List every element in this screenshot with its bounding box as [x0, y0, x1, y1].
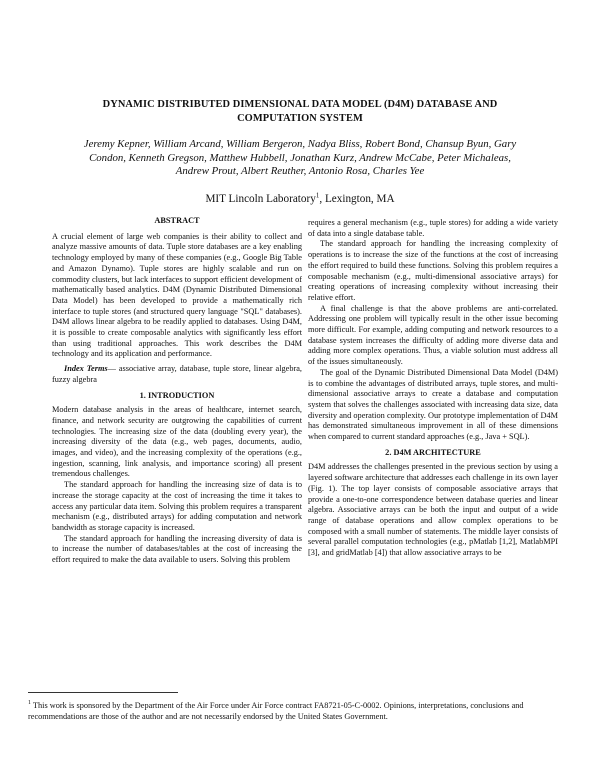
index-terms-text: — associative array, database, tuple store, linear algebra, fuzzy algebra — [52, 364, 303, 384]
abstract-text: A crucial element of large web companies is their ability to collect and analyze massive amounts of data. Tuple store databases are a key enabling technology employed by many of these companies (e.g., Google Big Table and Amazon Dynamo). Tuple stores are highly scalable and run on commodity clusters, but lack interfaces to support efficient development of mathematically based analytics. D4M (Dynamic Distributed Dimensional Data Model) has been developed to provide a mathematically rich interface to tuple stores (and structured query language "SQL" databases). D4M allows linear algebra to be readily applied to databases. Using D4M, it is possible to create composable analytics with significantly less effort than using traditional approaches. This work describes the D4M technology and its application and performance. — [52, 231, 302, 359]
authors-line: Andrew Prout, Albert Reuther, Antonio Rosa, Charles Yee — [175, 165, 425, 177]
right-column — [308, 218, 558, 559]
paper-title — [60, 98, 540, 126]
author-list — [48, 138, 552, 179]
index-terms — [52, 364, 302, 385]
section-heading-architecture: 2. D4M ARCHITECTURE — [385, 447, 481, 457]
paragraph: D4M addresses the challenges presented in the previous section by using a layered software architecture that addresses each challenge in its own layer (Fig. 1). The top layer consists of composable associative arrays that provide a one-to-one correspondence between database queries and linear algebra. Associative arrays can be both the input and output of a wide range of database operations and allow complex operations to be composed with a small number of statements. The middle layer consists of several parallel computation technologies (e.g., pMatlab [1,2], MatlabMPI [3], and gridMatlab [4]) that allow associative arrays to be — [308, 462, 558, 558]
affiliation — [100, 192, 500, 206]
footnote-text: This work is sponsored by the Department of the Air Force under Air Force contract FA8721-05-C-0002. Opinions, interpretations, conclusions and recommendations are those of the author and are not necessarily endorsed by the United States Government. — [28, 701, 524, 721]
index-terms-label: Index Terms — [64, 364, 108, 374]
left-column — [52, 216, 302, 566]
paragraph: The standard approach for handling the increasing size of data is to increase the storage capacity at the cost of increasing the time it takes to access any particular data item. Solving this problem requires a transparent mechanism (e.g., distributed arrays) for adding computation and network bandwidth as storage capacity is increased. — [52, 480, 302, 532]
footnote-rule — [28, 692, 178, 693]
affiliation-name: MIT Lincoln Laboratory — [205, 193, 316, 205]
authors-line: Jeremy Kepner, William Arcand, William Bergeron, Nadya Bliss, Robert Bond, Chansup Byun, Gary — [83, 138, 517, 150]
section-heading-introduction: 1. INTRODUCTION — [139, 390, 215, 400]
paragraph: Modern database analysis in the areas of healthcare, internet search, finance, and network security are outgrowing the capabilities of current technologies. The increasing size of the data (doubling every year), the increasing diversity of the data (e.g., web pages, documents, audio, images, and video), and the increasing complexity of the operations (e.g., ingestion, scanning, link analysis, and importance scoring) all present tremendous challenges. — [52, 405, 302, 479]
title-line: DYNAMIC DISTRIBUTED DIMENSIONAL DATA MODEL (D4M) DATABASE AND — [102, 99, 498, 110]
authors-line: Condon, Kenneth Gregson, Matthew Hubbell, Jonathan Kurz, Andrew McCabe, Peter Michaleas, — [89, 151, 511, 164]
footnote — [28, 701, 568, 722]
footnote-mark: 1 — [28, 700, 31, 707]
paragraph: A final challenge is that the above problems are anti-correlated. Addressing one problem will typically result in the other issue becoming more difficult. For example, adding computing and network resources to a database system increases the difficulty of adding more diverse data and adding more complex operations. Thus, a viable solution must address all of the issues simultaneously. — [308, 303, 558, 367]
affiliation-location: , Lexington, MA — [319, 193, 395, 205]
footnote-marker: 1 — [315, 191, 320, 200]
paragraph: The standard approach for handling the increasing complexity of operations is to increase the size of the functions at the cost of increasing the effort required to build these functions. Solving this problem requires a composable mechanism (e.g., multi-dimensional associative arrays) for creating operations of increasing complexity without increasing their relative effort. — [308, 239, 558, 302]
paragraph: The goal of the Dynamic Distributed Dimensional Data Model (D4M) is to combine the advantages of distributed arrays, tuple stores, and multi-dimensional associative arrays to create a database and computation system that solves the challenges associated with increasing data size, data diversity and operation complexity. Our prototype implementation of D4M has demonstrated simultaneous improvement in all of these dimensions when compared to current standard approaches (e.g., Java + SQL). — [308, 367, 558, 442]
paragraph: requires a general mechanism (e.g., tuple stores) for adding a wide variety of data into a single database table. — [308, 218, 558, 238]
abstract-heading: ABSTRACT — [154, 216, 200, 225]
paragraph: The standard approach for handling the increasing diversity of data is to increase the number of databases/tables at the cost of increasing the effort required to make the data available to users. Solving this problem — [52, 533, 302, 565]
title-line: COMPUTATION SYSTEM — [237, 113, 363, 124]
